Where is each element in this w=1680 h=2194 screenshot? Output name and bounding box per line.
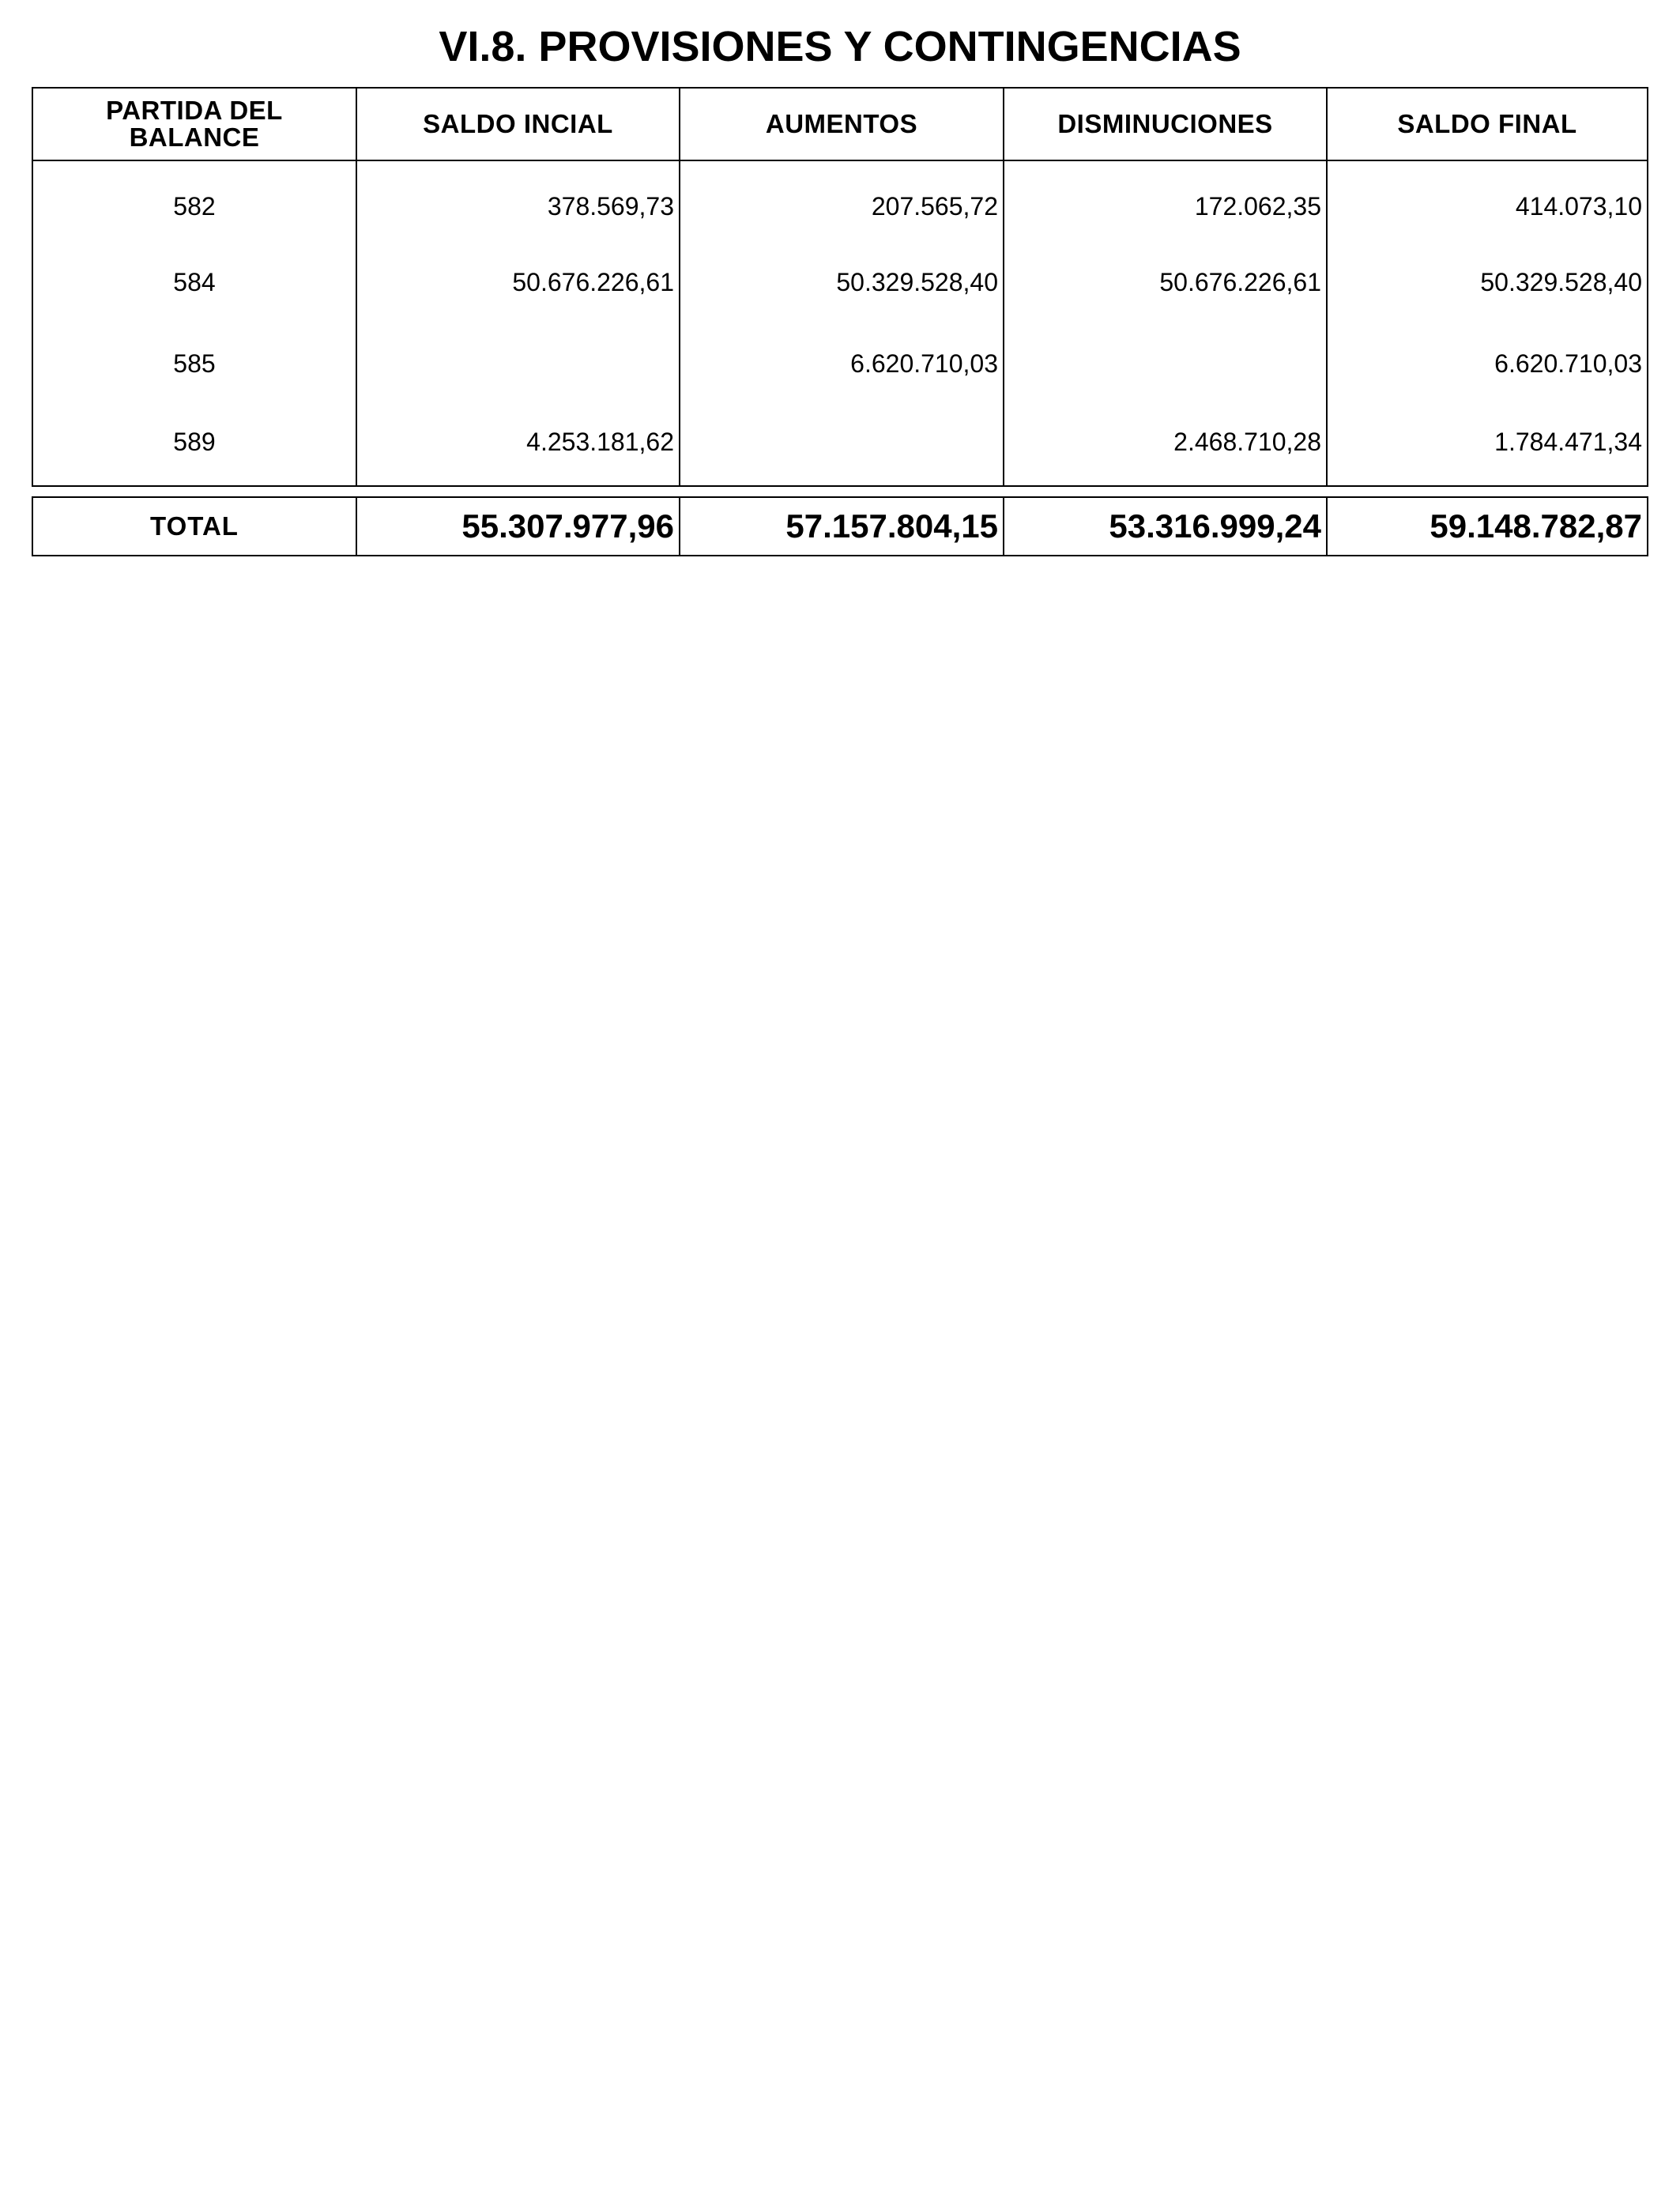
table-row <box>32 160 1648 242</box>
header-saldo-final: SALDO FINAL <box>1327 88 1648 160</box>
disminuciones-cell: 172.062,35 <box>1004 160 1327 242</box>
total-label: TOTAL <box>32 497 356 556</box>
saldo-inicial-cell: 50.676.226,61 <box>356 242 680 323</box>
disminuciones-cell <box>1004 323 1327 405</box>
header-disminuciones: DISMINUCIONES <box>1004 88 1327 160</box>
table-header-row <box>32 88 1648 160</box>
header-line: BALANCE <box>129 123 260 152</box>
aumentos-cell: 50.329.528,40 <box>680 242 1004 323</box>
aumentos-cell: 6.620.710,03 <box>680 323 1004 405</box>
partida-cell: 589 <box>32 405 356 486</box>
total-disminuciones: 53.316.999,24 <box>1004 497 1327 556</box>
totals-table <box>32 496 1648 556</box>
header-line: PARTIDA DEL <box>106 96 283 125</box>
disminuciones-cell: 50.676.226,61 <box>1004 242 1327 323</box>
total-aumentos: 57.157.804,15 <box>680 497 1004 556</box>
total-saldo-inicial: 55.307.977,96 <box>356 497 680 556</box>
aumentos-cell: 207.565,72 <box>680 160 1004 242</box>
saldo-inicial-cell <box>356 323 680 405</box>
page-title: VI.8. PROVISIONES Y CONTINGENCIAS <box>439 23 1241 70</box>
partida-cell: 585 <box>32 323 356 405</box>
provisions-table <box>32 87 1648 487</box>
saldo-final-cell: 50.329.528,40 <box>1327 242 1648 323</box>
table-row <box>32 323 1648 405</box>
header-aumentos: AUMENTOS <box>680 88 1004 160</box>
saldo-final-cell: 1.784.471,34 <box>1327 405 1648 486</box>
total-row <box>32 497 1648 556</box>
header-partida-del-balance <box>32 88 356 160</box>
disminuciones-cell: 2.468.710,28 <box>1004 405 1327 486</box>
partida-cell: 582 <box>32 160 356 242</box>
saldo-final-cell: 6.620.710,03 <box>1327 323 1648 405</box>
partida-cell: 584 <box>32 242 356 323</box>
saldo-inicial-cell: 4.253.181,62 <box>356 405 680 486</box>
total-saldo-final: 59.148.782,87 <box>1327 497 1648 556</box>
header-saldo-inicial: SALDO INCIAL <box>356 88 680 160</box>
aumentos-cell <box>680 405 1004 486</box>
saldo-final-cell: 414.073,10 <box>1327 160 1648 242</box>
table-row <box>32 242 1648 323</box>
table-row <box>32 405 1648 486</box>
saldo-inicial-cell: 378.569,73 <box>356 160 680 242</box>
